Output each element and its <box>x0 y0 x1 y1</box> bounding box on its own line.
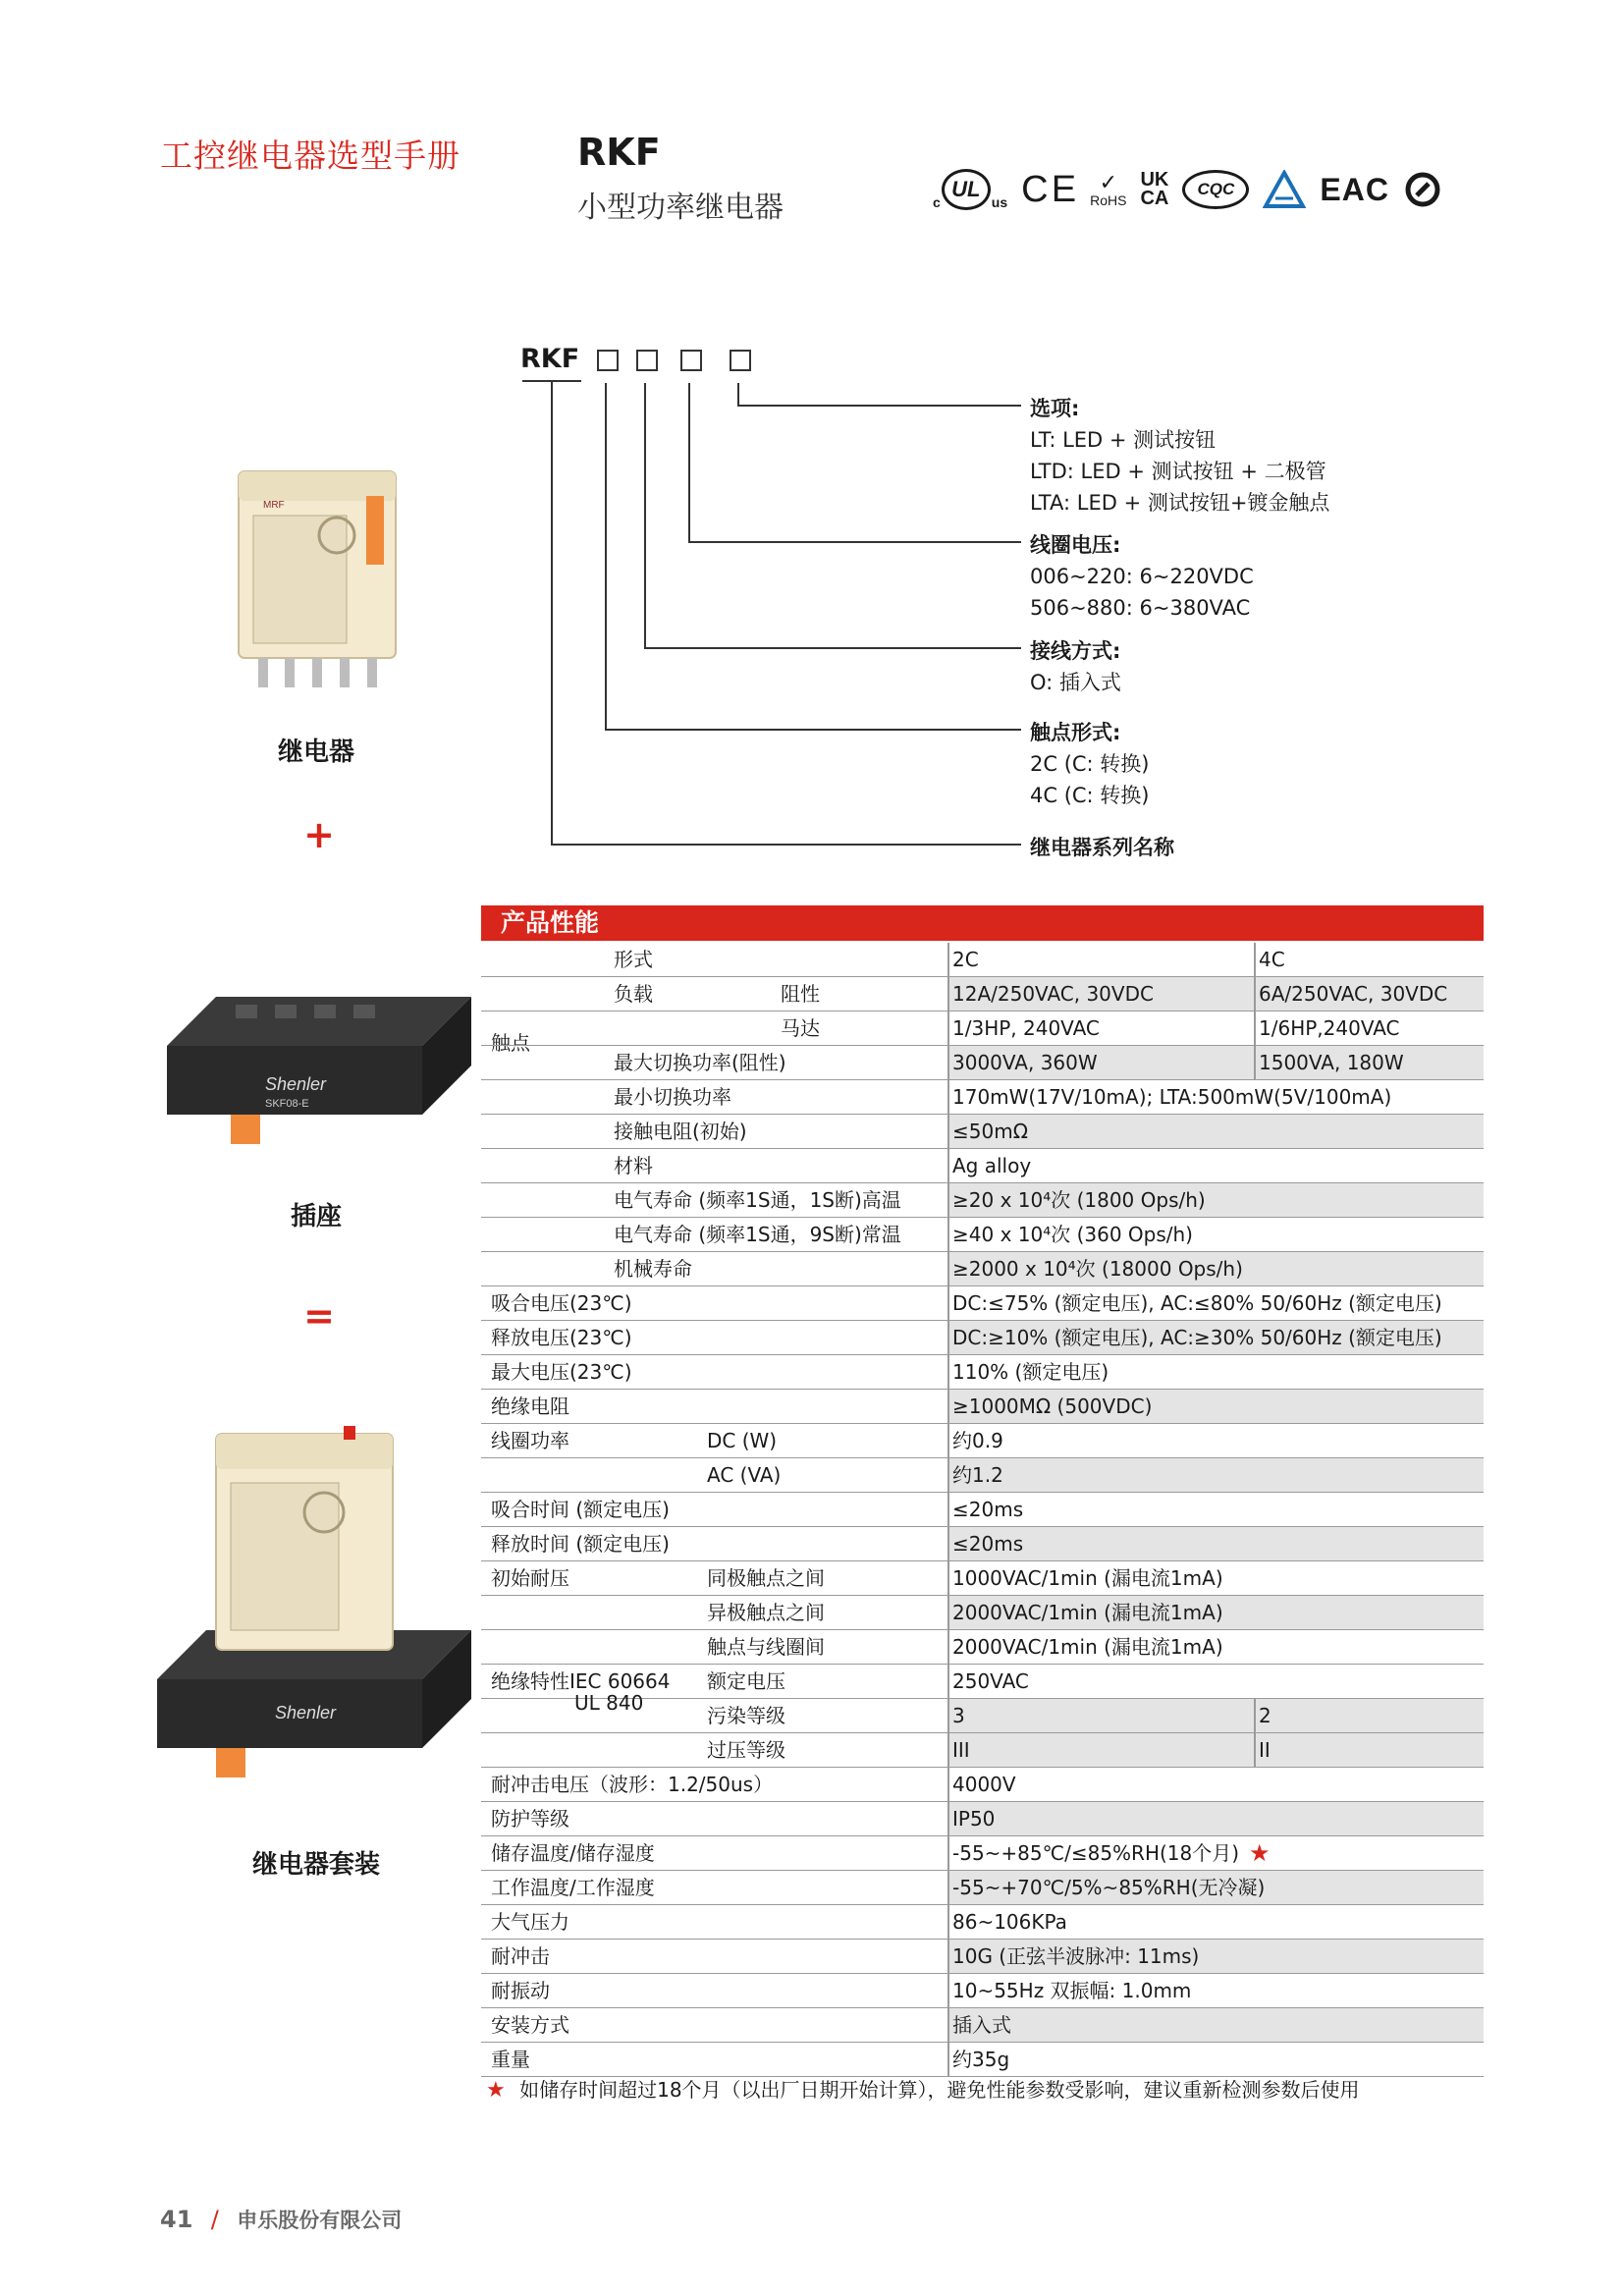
table-row <box>481 977 1484 1011</box>
row-value-bg <box>947 2043 1484 2076</box>
option-title: 选项: <box>1030 397 1080 420</box>
wiring-title: 接线方式: <box>1030 639 1121 663</box>
row-value: ≤20ms <box>952 1532 1024 1556</box>
table-row <box>481 1458 1484 1493</box>
row-value-bg <box>947 1527 1484 1560</box>
column-divider <box>947 977 949 1011</box>
row-sublabel: 负载 <box>614 982 653 1006</box>
row-value: 10~55Hz 双振幅: 1.0mm <box>952 1979 1192 2002</box>
column-divider <box>947 1940 949 1973</box>
column-divider <box>947 1046 949 1079</box>
row-value: ≥1000MΩ (500VDC) <box>952 1394 1153 1418</box>
row-label: 防护等级 <box>491 1807 569 1831</box>
option-line: LT: LED + 测试按钮 <box>1030 428 1217 452</box>
column-divider <box>947 1218 949 1251</box>
table-row <box>481 1699 1484 1733</box>
row-value: IP50 <box>952 1807 996 1831</box>
row-value: 1000VAC/1min (漏电流1mA) <box>952 1566 1223 1590</box>
row-value-alt: 6A/250VAC, 30VDC <box>1259 982 1448 1006</box>
row-value: 250VAC <box>952 1669 1029 1693</box>
rohs-icon: ✓ RoHS <box>1090 169 1127 208</box>
footnote <box>486 2074 1360 2103</box>
table-row <box>481 1561 1484 1596</box>
contact-block <box>1030 717 1150 811</box>
contact-line: 2C (C: 转换) <box>1030 752 1150 776</box>
table-row <box>481 1390 1484 1424</box>
row-value: 插入式 <box>952 2013 1011 2037</box>
row-subsublabel: 马达 <box>781 1016 820 1040</box>
table-row <box>481 1080 1484 1115</box>
column-divider <box>947 1905 949 1939</box>
row-sublabel: 过压等级 <box>707 1738 785 1762</box>
row-label: 重量 <box>491 2048 530 2071</box>
column-divider <box>947 1115 949 1148</box>
column-divider <box>947 1596 949 1629</box>
table-row <box>481 1733 1484 1768</box>
relay-brand-text: MRF <box>263 500 285 511</box>
row-value-alt: 4C <box>1259 948 1285 971</box>
wiring-block <box>1030 635 1121 698</box>
spec-table <box>481 943 1484 2077</box>
row-value-bg <box>947 2008 1484 2042</box>
table-title: 产品性能 <box>481 905 1484 941</box>
table-row <box>481 1321 1484 1355</box>
row-sublabel: 接触电阻(初始) <box>614 1120 747 1143</box>
table-row <box>481 1149 1484 1183</box>
row-value: Ag alloy <box>952 1154 1032 1177</box>
page-number: 41 <box>160 2206 193 2233</box>
column-divider <box>947 2043 949 2076</box>
socket-caption: 插座 <box>290 1202 342 1231</box>
row-value: -55~+85℃/≤85%RH(18个月) <box>952 1841 1240 1865</box>
row-label: 工作温度/工作湿度 <box>491 1876 655 1899</box>
relay-caption: 继电器 <box>277 738 354 767</box>
row-label: 耐冲击 <box>491 1944 550 1968</box>
row-label: 线圈功率 <box>491 1429 569 1452</box>
table-row <box>481 1046 1484 1080</box>
row-value: ≤20ms <box>952 1498 1024 1521</box>
row-label: 最大电压(23℃) <box>491 1360 632 1384</box>
row-value: 约35g <box>952 2048 1010 2071</box>
row-label: 释放电压(23℃) <box>491 1326 632 1349</box>
row-value-bg <box>947 1493 1484 1526</box>
row-value: ≤50mΩ <box>952 1120 1028 1143</box>
row-subsublabel: 阻性 <box>781 982 820 1006</box>
wiring-line: O: 插入式 <box>1030 671 1121 694</box>
row-sublabel: 材料 <box>614 1154 653 1177</box>
contact-title: 触点形式: <box>1030 721 1121 744</box>
column-divider <box>1254 1046 1256 1079</box>
row-value-bg <box>947 1458 1484 1492</box>
column-divider <box>947 1080 949 1114</box>
column-divider <box>947 1183 949 1217</box>
relay-set-image <box>137 1414 491 1797</box>
column-divider <box>947 1252 949 1285</box>
column-divider <box>1254 1011 1256 1045</box>
table-row <box>481 1940 1484 1974</box>
cqc-icon: CQC <box>1182 170 1249 209</box>
model-subtitle: 小型功率继电器 <box>577 191 784 225</box>
column-divider <box>947 2008 949 2042</box>
row-value-bg <box>947 1768 1484 1801</box>
row-value: 2000VAC/1min (漏电流1mA) <box>952 1601 1223 1624</box>
column-divider <box>947 1149 949 1182</box>
row-value: 1/3HP, 240VAC <box>952 1016 1100 1040</box>
column-divider <box>947 1390 949 1423</box>
column-divider <box>947 1699 949 1732</box>
table-row <box>481 1183 1484 1218</box>
row-value: ≥40 x 10⁴次 (360 Ops/h) <box>952 1223 1193 1246</box>
table-row <box>481 1630 1484 1665</box>
row-value-bg <box>947 1699 1484 1732</box>
page-separator: / <box>210 2206 219 2233</box>
ul-840-label: UL 840 <box>574 1691 644 1715</box>
coil-block <box>1030 529 1254 624</box>
row-sublabel: 最小切换功率 <box>614 1085 731 1109</box>
column-divider <box>947 1286 949 1320</box>
row-value: 约0.9 <box>952 1429 1003 1452</box>
column-divider <box>1254 1699 1256 1732</box>
row-label: 初始耐压 <box>491 1566 569 1590</box>
row-value-alt: II <box>1259 1738 1271 1762</box>
model-title: RKF <box>577 131 661 174</box>
row-label: 绝缘电阻 <box>491 1394 569 1418</box>
row-value-alt: 2 <box>1259 1704 1271 1727</box>
column-divider <box>1254 1733 1256 1767</box>
coil-line: 006~220: 6~220VDC <box>1030 565 1254 588</box>
column-divider <box>947 1493 949 1526</box>
table-row <box>481 1596 1484 1630</box>
row-value: 约1.2 <box>952 1463 1003 1487</box>
relay-set-caption: 继电器套装 <box>251 1850 380 1880</box>
row-value: 3 <box>952 1704 965 1727</box>
row-value: DC:≤75% (额定电压), AC:≤80% 50/60Hz (额定电压) <box>952 1291 1442 1315</box>
catalog-title: 工控继电器选型手册 <box>160 137 460 175</box>
table-row <box>481 1424 1484 1458</box>
row-value-bg <box>947 1802 1484 1835</box>
row-sublabel: 电气寿命 (频率1S通，1S断)高温 <box>614 1188 901 1212</box>
row-value-alt: 1/6HP,240VAC <box>1259 1016 1400 1040</box>
column-divider <box>947 1321 949 1354</box>
table-row <box>481 1836 1484 1871</box>
socket-brand-text: Shenler <box>265 1074 327 1094</box>
row-sublabel: 机械寿命 <box>614 1257 692 1281</box>
row-value-alt: 1500VA, 180W <box>1259 1051 1404 1074</box>
row-value: ≥2000 x 10⁴次 (18000 Ops/h) <box>952 1257 1243 1281</box>
table-row <box>481 1527 1484 1561</box>
star-icon: ★ <box>486 2078 506 2103</box>
row-value: 110% (额定电压) <box>952 1360 1109 1384</box>
row-value: 2C <box>952 948 979 971</box>
socket-image <box>147 928 481 1154</box>
relay-image <box>224 447 420 702</box>
row-sublabel: 形式 <box>614 948 653 971</box>
column-divider <box>947 1733 949 1767</box>
model-code-prefix: RKF <box>520 344 580 374</box>
footnote-text: 如储存时间超过18个月（以出厂日期开始计算），避免性能参数受影响，建议重新检测参数后使用 <box>519 2078 1360 2102</box>
row-value: 86~106KPa <box>952 1910 1067 1934</box>
row-value: 12A/250VAC, 30VDC <box>952 982 1154 1006</box>
ce-icon: C E <box>1021 168 1077 210</box>
row-label: 储存温度/储存湿度 <box>491 1841 655 1865</box>
row-sublabel: 最大切换功率(阻性) <box>614 1051 786 1074</box>
table-row <box>481 2043 1484 2077</box>
column-divider <box>947 1561 949 1595</box>
table-row <box>481 1493 1484 1527</box>
row-label: 吸合电压(23℃) <box>491 1291 632 1315</box>
row-label: 大气压力 <box>491 1910 569 1934</box>
row-value: DC:≥10% (额定电压), AC:≥30% 50/60Hz (额定电压) <box>952 1326 1442 1349</box>
option-line: LTD: LED + 测试按钮 + 二极管 <box>1030 460 1326 483</box>
row-value: 10G (正弦半波脉冲: 11ms) <box>952 1944 1200 1968</box>
table-row <box>481 1905 1484 1940</box>
row-value: -55~+70℃/5%~85%RH(无冷凝) <box>952 1876 1266 1899</box>
column-divider <box>947 1871 949 1904</box>
cul-us-icon: c UL us <box>933 169 1007 210</box>
table-row <box>481 1665 1484 1715</box>
row-value-bg <box>947 1733 1484 1767</box>
contact-group-label: 触点 <box>491 1031 530 1055</box>
column-divider <box>1254 977 1256 1011</box>
coil-line: 506~880: 6~380VAC <box>1030 596 1251 620</box>
equals-sign: = <box>303 1294 335 1338</box>
column-divider <box>947 1424 949 1457</box>
row-sublabel: 同极触点之间 <box>707 1566 825 1590</box>
column-divider <box>947 1458 949 1492</box>
table-row <box>481 1218 1484 1252</box>
row-label: 安装方式 <box>491 2013 569 2037</box>
company-name: 申乐股份有限公司 <box>237 2209 403 2232</box>
column-divider <box>947 1836 949 1870</box>
table-row <box>481 1802 1484 1836</box>
star-icon: ★ <box>1249 1839 1271 1867</box>
eac-icon: EAC <box>1320 171 1389 207</box>
row-sublabel: DC (W) <box>707 1429 778 1452</box>
table-row <box>481 2008 1484 2043</box>
row-sublabel: 污染等级 <box>707 1704 785 1727</box>
option-line: LTA: LED + 测试按钮+镀金触点 <box>1030 491 1330 515</box>
column-divider <box>947 943 949 976</box>
column-divider <box>1254 943 1256 976</box>
row-label: 释放时间 (额定电压) <box>491 1532 670 1556</box>
row-value: 3000VA, 360W <box>952 1051 1098 1074</box>
socket-model-text: SKF08-E <box>265 1098 309 1110</box>
row-sublabel: AC (VA) <box>707 1463 782 1487</box>
row-value: 4000V <box>952 1773 1016 1796</box>
set-brand-text: Shenler <box>275 1703 337 1722</box>
coil-title: 线圈电压: <box>1030 533 1121 557</box>
row-label: 耐冲击电压（波形：1.2/50us） <box>491 1773 774 1796</box>
table-row <box>481 1011 1484 1046</box>
column-divider <box>947 1527 949 1560</box>
column-divider <box>947 1665 949 1698</box>
column-divider <box>947 1011 949 1045</box>
row-value: 2000VAC/1min (漏电流1mA) <box>952 1635 1223 1659</box>
ukca-icon: UK CA <box>1140 169 1169 209</box>
series-title: 继电器系列名称 <box>1030 836 1174 859</box>
page-footer <box>160 2205 402 2234</box>
row-label: 吸合时间 (额定电压) <box>491 1498 670 1521</box>
row-sublabel: 异极触点之间 <box>707 1601 825 1624</box>
table-row <box>481 1286 1484 1321</box>
row-sublabel: 电气寿命 (频率1S通，9S断)常温 <box>614 1223 901 1246</box>
row-sublabel: 额定电压 <box>707 1669 785 1693</box>
row-value-bg <box>947 943 1484 976</box>
row-value: ≥20 x 10⁴次 (1800 Ops/h) <box>952 1188 1206 1212</box>
table-row <box>481 1355 1484 1390</box>
row-label: 耐振动 <box>491 1979 550 2002</box>
table-row <box>481 1974 1484 2008</box>
table-row <box>481 1115 1484 1149</box>
row-label: 绝缘特性IEC 60664 <box>491 1669 671 1693</box>
column-divider <box>947 1802 949 1835</box>
column-divider <box>947 1974 949 2007</box>
row-sublabel: 触点与线圈间 <box>707 1635 825 1659</box>
table-row <box>481 1252 1484 1286</box>
row-value: III <box>952 1738 970 1762</box>
column-divider <box>947 1768 949 1801</box>
table-row <box>481 1768 1484 1802</box>
column-divider <box>947 1630 949 1664</box>
plus-sign: + <box>303 813 335 856</box>
contact-line: 4C (C: 转换) <box>1030 784 1150 807</box>
option-block <box>1030 393 1329 519</box>
row-value-bg <box>947 1424 1484 1457</box>
table-row <box>481 1871 1484 1905</box>
row-value: 170mW(17V/10mA); LTA:500mW(5V/100mA) <box>952 1085 1392 1109</box>
column-divider <box>947 1355 949 1389</box>
